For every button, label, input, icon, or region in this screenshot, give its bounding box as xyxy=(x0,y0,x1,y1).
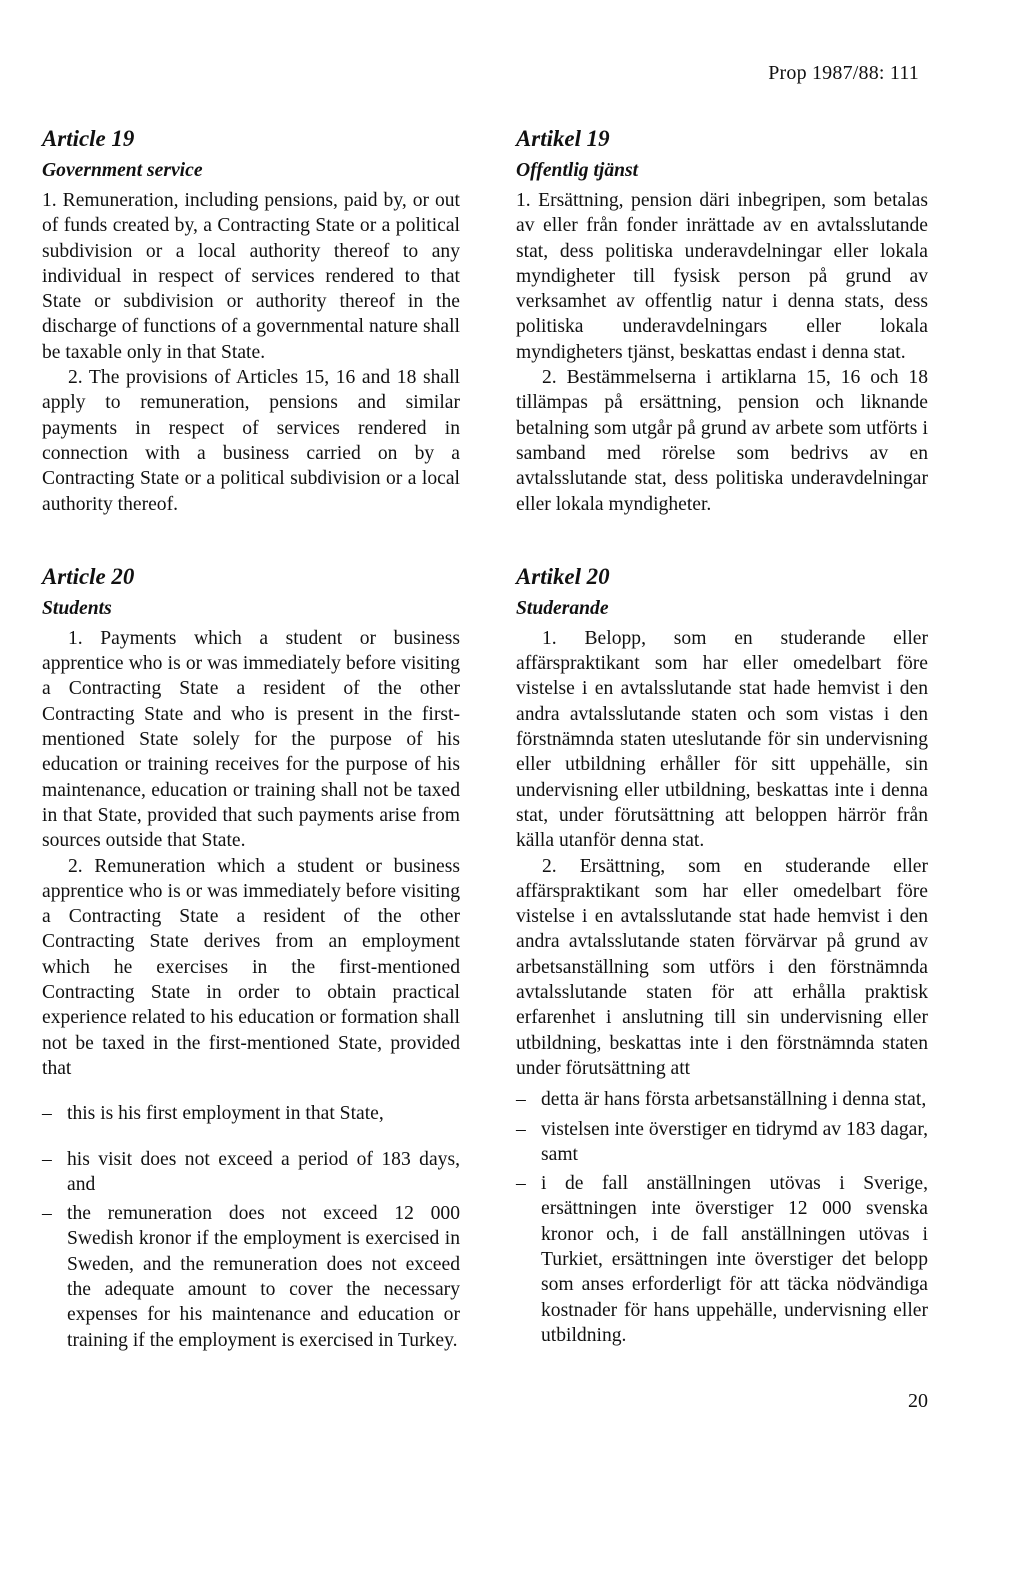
dash-bullet: – xyxy=(42,1103,52,1125)
swedish-column xyxy=(516,125,928,1372)
dash-bullet: – xyxy=(516,1089,526,1111)
dash-bullet: – xyxy=(42,1148,52,1170)
article-19-sv xyxy=(516,125,928,517)
list-item: – vistelsen inte överstiger en tidrymd av 183 dagar, samt xyxy=(516,1118,928,1165)
dash-bullet: – xyxy=(516,1173,526,1195)
list-item: – i de fall anställningen utövas i Sverige, ersättningen inte överstiger 12 000 svenska kronor och, i de fall anställningen utövas i Turkiet, ersättningen inte överstiger det belopp som anses erforderligt för att täcka nödvändiga kostnader för hans uppehälle, undervisning eller utbildning. xyxy=(516,1173,928,1346)
article-subheading: Studerande xyxy=(516,597,609,619)
conditions-list xyxy=(42,1101,460,1353)
paragraph: 1. Remuneration, including pensions, paid by, or out of funds created by, a Contracting State or a political subdivision or a local authority thereof to any individual in respect of services rendered to that State or subdivision or authority thereof in the discharge of functions of a governmental nature shall be taxable only in that State. xyxy=(42,190,460,363)
paragraph: 1. Belopp, som en studerande eller affärspraktikant som har eller omedelbart före vistelse i en avtalsslutande stat hade hemvist i den andra avtalsslutande staten och som vistas i den förstnämnda staten uteslutande för sin undervisning eller utbildning erhåller för sitt uppehälle, sin undervisning eller utbildning, beskattas inte i denna stat, under förutsättning att beloppen härrör från källa utanför denna stat. xyxy=(516,627,928,852)
dash-bullet: – xyxy=(42,1203,52,1225)
article-subheading: Government service xyxy=(42,160,203,181)
article-heading: Artikel 19 xyxy=(516,126,610,151)
article-heading: Artikel 20 xyxy=(516,563,610,589)
page-number: 20 xyxy=(908,1390,928,1412)
article-subheading: Offentlig tjänst xyxy=(516,160,639,181)
list-item: – his visit does not exceed a period of 183 days, and xyxy=(42,1148,460,1195)
article-subheading: Students xyxy=(42,597,112,619)
conditions-list xyxy=(516,1087,928,1348)
list-item: – this is his first employment in that State, xyxy=(42,1101,460,1126)
dash-bullet: – xyxy=(516,1118,526,1140)
article-heading: Article 20 xyxy=(42,563,135,589)
paragraph: 2. Remuneration which a student or business apprentice who is or was immediately before visiting a Contracting State a resident of the other Contracting State derives from an employment which he exercises in the first-mentioned Contracting State in order to obtain practical experience related to his education or formation shall not be taxed in the first-mentioned State, provided that xyxy=(42,855,460,1079)
english-column xyxy=(42,125,460,1377)
list-item: – the remuneration does not exceed 12 000 Swedish kronor if the employment is exercised in Sweden, and the remuneration does not exceed the adequate amount to cover the necessary expenses for his maintenance and education or training if the employment is exercised in Turkey. xyxy=(42,1203,460,1351)
paragraph: 1. Payments which a student or business apprentice who is or was immediately before visiting a Contracting State a resident of the other Contracting State and who is present in the first-mentioned State solely for the purpose of his education or training receives for the purpose of his maintenance, education or training shall not be taxed in that State, provided that such payments arise from sources outside that State. xyxy=(42,627,460,852)
article-heading: Article 19 xyxy=(42,126,135,151)
article-20-sv xyxy=(516,563,928,1348)
paragraph: 2. Ersättning, som en studerande eller affärspraktikant som har eller omedelbart före vistelse i en avtalsslutande stat hade hemvist i den andra avtalsslutande staten förvärvar på grund av arbetsanställning som utförs i den förstnämnda avtalsslutande staten för att erhålla praktisk erfarenhet i anslutning till sin undervisning eller utbildning, beskattas inte i den förstnämnda staten under förutsättning att xyxy=(516,855,928,1079)
running-header: Prop 1987/88: 111 xyxy=(768,62,919,84)
paragraph: 1. Ersättning, pension däri inbegripen, som betalas av eller från fonder inrättade av en avtalsslutande stat, dess politiska underavdelningar eller lokala myndigheter till fysisk person på grund av verksamhet av offentlig natur i denna stats, dess politiska underavdelningars eller lokala myndigheters tjänst, beskattas endast i denna stat. xyxy=(516,190,928,363)
paragraph: 2. Bestämmelserna i artiklarna 15, 16 och 18 tillämpas på ersättning, pension och liknande betalning som utgår på grund av arbete som utförts i samband med rörelse som bedrivs av en avtalsslutande stat, dess politiska underavdelningar eller lokala myndigheter. xyxy=(516,367,928,515)
article-19-en xyxy=(42,125,460,517)
paragraph: 2. The provisions of Articles 15, 16 and 18 shall apply to remuneration, pensions and similar payments in respect of services rendered in connection with a business carried on by a Contracting State or a political subdivision or a local authority thereof. xyxy=(42,367,460,515)
list-item: – detta är hans första arbetsanställning i denna stat, xyxy=(516,1087,928,1112)
article-20-en xyxy=(42,563,460,1353)
